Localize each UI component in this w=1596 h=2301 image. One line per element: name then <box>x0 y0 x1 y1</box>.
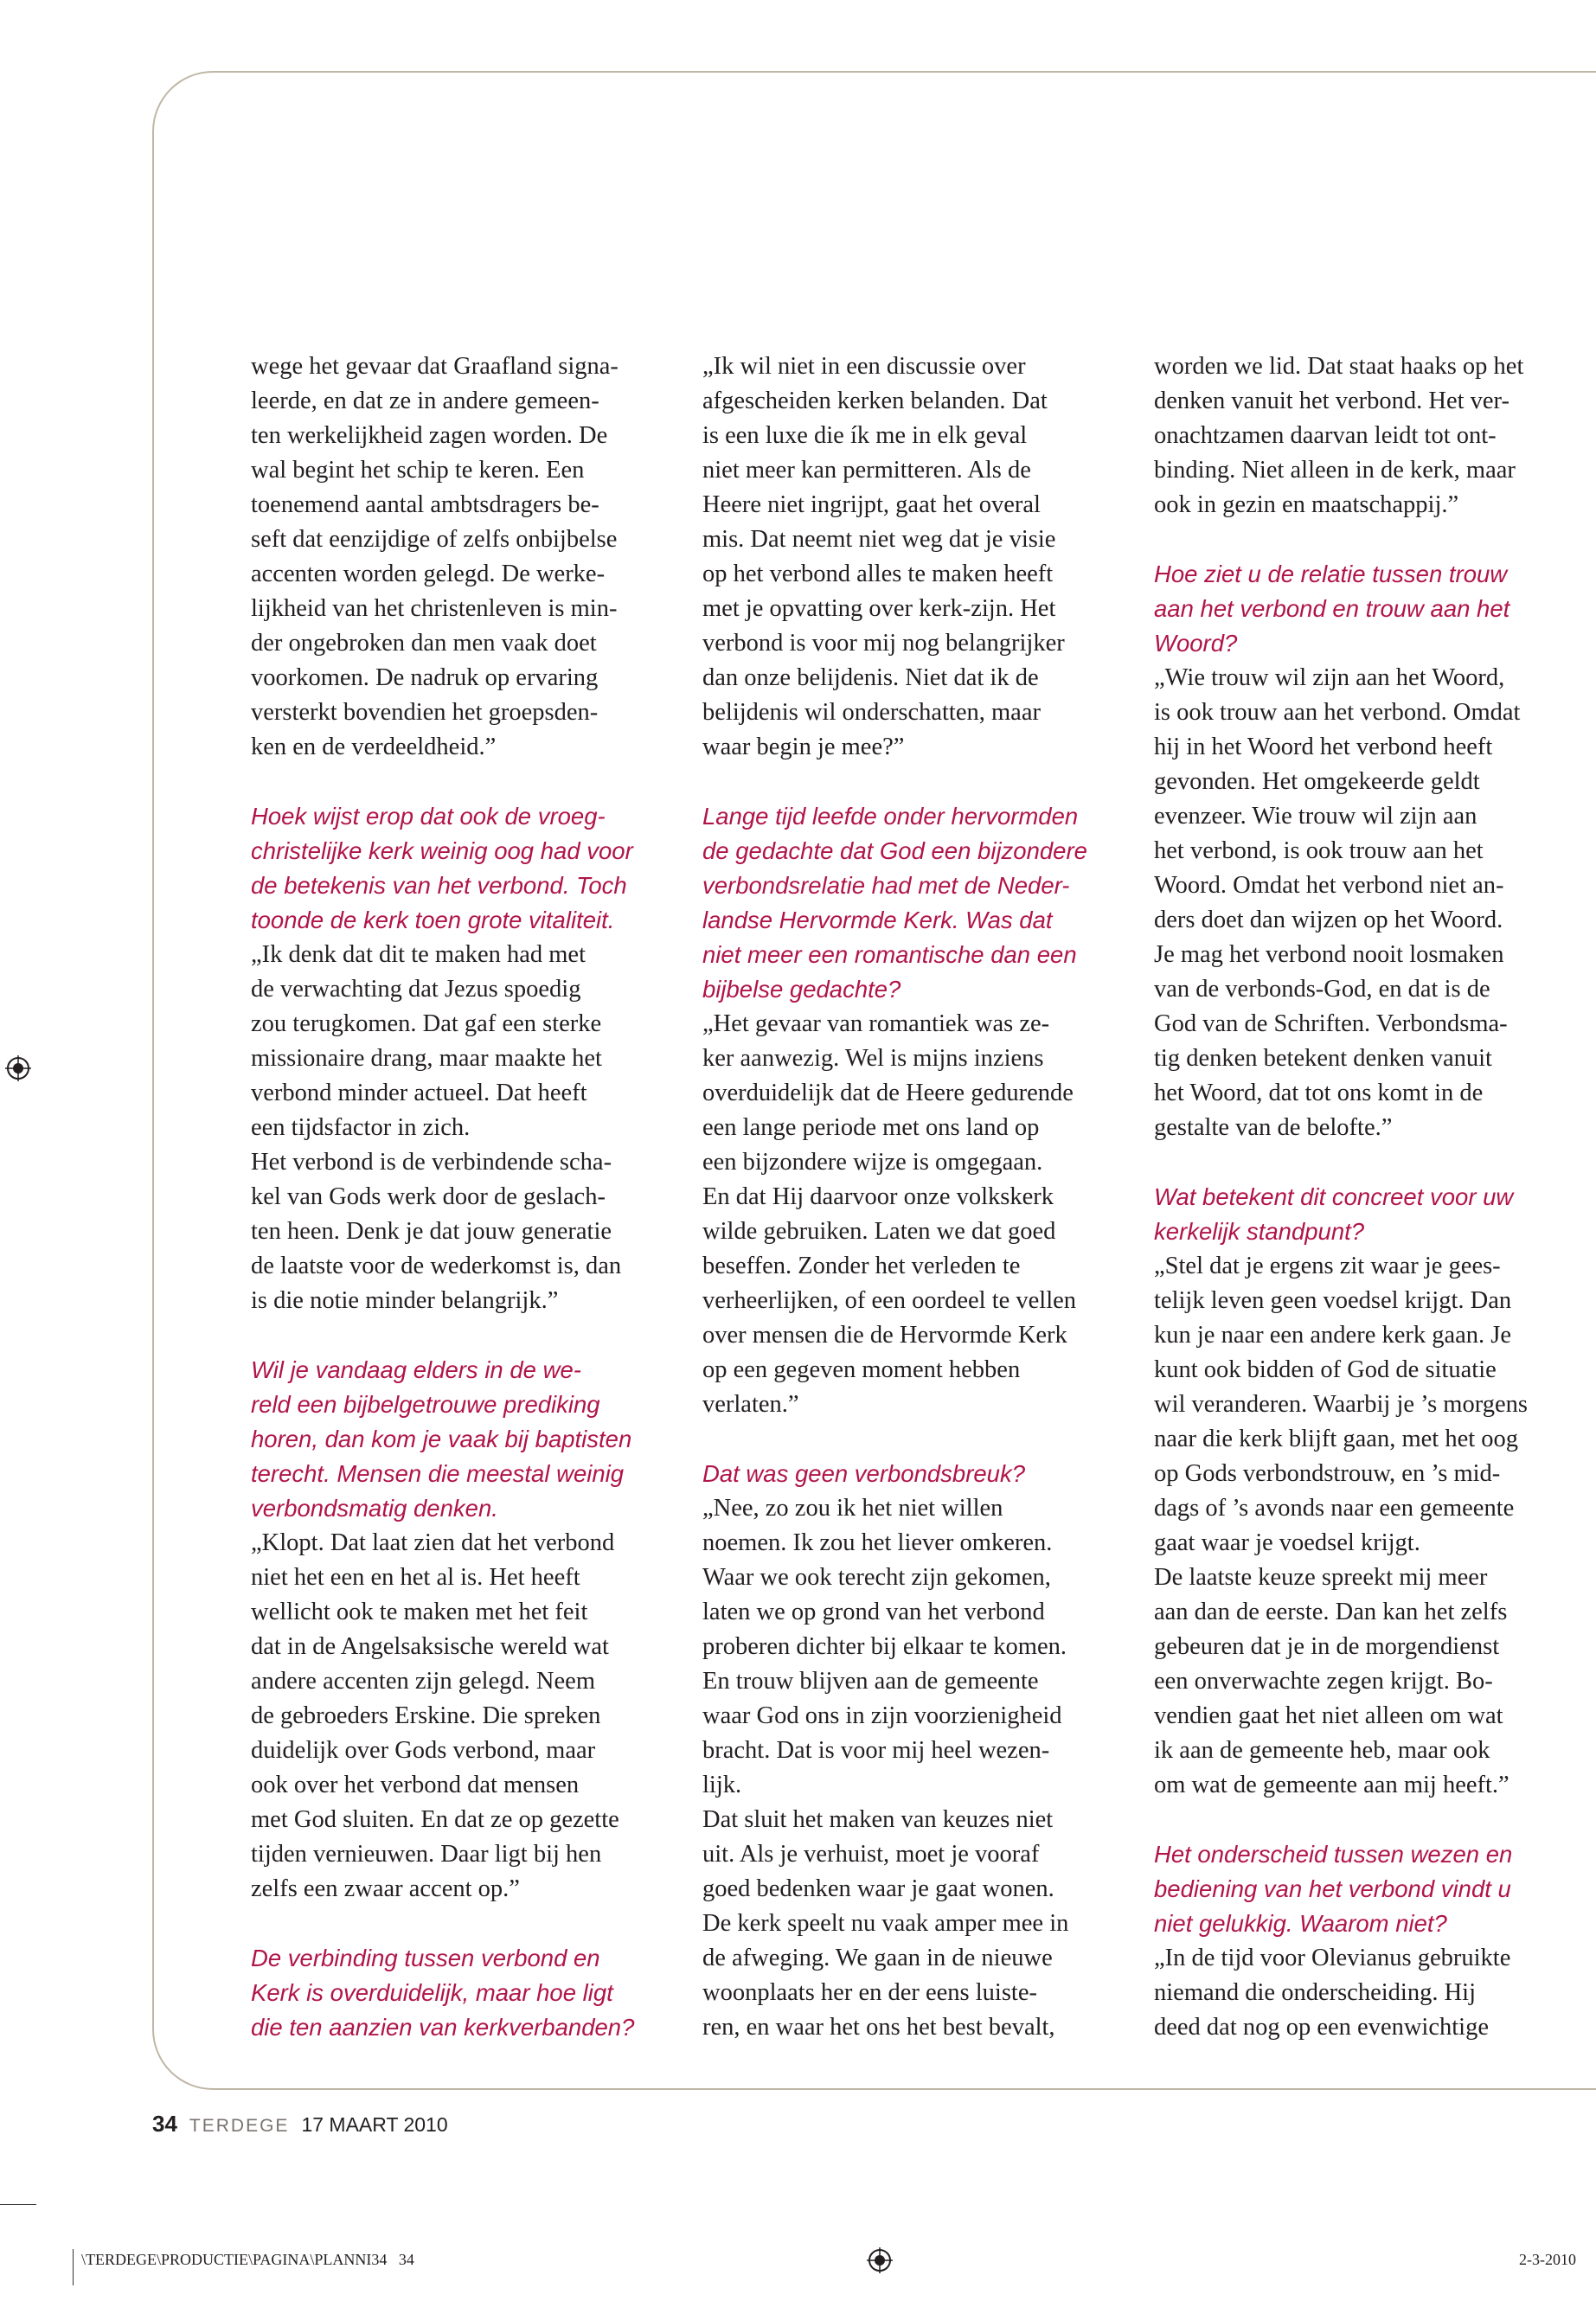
interview-question <box>702 799 1135 1007</box>
text-line: een lange periode met ons land op <box>702 1114 1040 1141</box>
text-line: niet meer kan permitteren. Als de <box>702 457 1031 484</box>
slug-page: 34 <box>398 2251 414 2268</box>
interview-question <box>251 1353 683 1526</box>
slug-print-date: 2-3-2010 <box>1519 2251 1576 2268</box>
text-line: Het onderscheid tussen wezen en <box>1154 1841 1513 1868</box>
text-line: gebeuren dat je in de morgendienst <box>1154 1633 1500 1660</box>
text-line: ten heen. Denk je dat jouw generatie <box>251 1218 612 1245</box>
text-line: een onverwachte zegen krijgt. Bo- <box>1154 1668 1493 1695</box>
interview-question <box>251 1941 683 2045</box>
text-line: „Het gevaar van romantiek was ze- <box>702 1010 1050 1037</box>
text-line: is een luxe die ík me in elk geval <box>702 422 1028 449</box>
text-line: En trouw blijven aan de gemeente <box>702 1668 1039 1695</box>
text-line: is ook trouw aan het verbond. Omdat <box>1154 699 1521 726</box>
magazine-name: TERDEGE <box>189 2116 290 2136</box>
issue-date: 17 MAART 2010 <box>301 2113 448 2136</box>
text-line: op Gods verbondstrouw, en ’s mid- <box>1154 1460 1501 1487</box>
answer-paragraph <box>251 938 683 1318</box>
text-line: bracht. Dat is voor mij heel wezen- <box>702 1737 1050 1764</box>
text-line: wil veranderen. Waarbij je ’s morgens <box>1154 1391 1528 1418</box>
text-line: wal begint het schip te keren. Een <box>251 457 585 484</box>
text-line: op het verbond alles te maken heeft <box>702 561 1054 587</box>
text-line: bijbelse gedachte? <box>702 976 901 1003</box>
text-line: niet het een en het al is. Het heeft <box>251 1564 580 1591</box>
text-line: waar God ons in zijn voorzienigheid <box>702 1702 1062 1729</box>
text-line: van de verbonds-God, en dat is de <box>1154 976 1490 1003</box>
text-line: aan het verbond en trouw aan het <box>1154 595 1510 622</box>
text-line: uit. Als je verhuist, moet je vooraf <box>702 1841 1040 1868</box>
text-line: laten we op grond van het verbond <box>702 1599 1045 1625</box>
page-footer <box>152 2111 448 2140</box>
text-line: evenzeer. Wie trouw wil zijn aan <box>1154 803 1477 830</box>
slug-line <box>81 2251 414 2269</box>
text-line: horen, dan kom je vaak bij baptisten <box>251 1426 632 1452</box>
text-line: tig denken betekent denken vanuit <box>1154 1045 1492 1072</box>
page-number: 34 <box>152 2111 177 2137</box>
text-line: onachtzamen daarvan leidt tot ont- <box>1154 422 1497 449</box>
answer-paragraph <box>251 349 683 765</box>
text-line: noemen. Ik zou het liever omkeren. <box>702 1529 1053 1556</box>
interview-question <box>1154 1837 1586 1941</box>
text-line: gevonden. Het omgekeerde geldt <box>1154 768 1480 795</box>
text-line: landse Hervormde Kerk. Was dat <box>702 907 1053 933</box>
text-line: Het verbond is de verbindende scha- <box>251 1149 612 1176</box>
text-line: verlaten.” <box>702 1391 799 1418</box>
article-column-2 <box>702 349 1135 2045</box>
interview-question <box>251 799 683 938</box>
text-line: kerkelijk standpunt? <box>1154 1218 1365 1245</box>
text-line: waar begin je mee?” <box>702 734 905 760</box>
text-line: „Klopt. Dat laat zien dat het verbond <box>251 1529 615 1556</box>
text-line: wege het gevaar dat Graafland signa- <box>251 353 619 380</box>
answer-paragraph <box>1154 1941 1586 2045</box>
text-line: ren, en waar het ons het best bevalt, <box>702 2014 1055 2041</box>
text-line: gestalte van de belofte.” <box>1154 1114 1393 1141</box>
text-line: andere accenten zijn gelegd. Neem <box>251 1668 595 1695</box>
text-line: Je mag het verbond nooit losmaken <box>1154 941 1504 968</box>
text-line: „Ik wil niet in een discussie over <box>702 353 1026 380</box>
text-line: een tijdsfactor in zich. <box>251 1114 471 1141</box>
interview-question <box>1154 1180 1586 1249</box>
text-line: verbondsmatig denken. <box>251 1495 498 1522</box>
text-line: hij in het Woord het verbond heeft <box>1154 734 1493 760</box>
text-line: De kerk speelt nu vaak amper mee in <box>702 1910 1069 1937</box>
registration-mark-icon <box>867 2247 893 2273</box>
article-column-1 <box>251 349 683 2045</box>
text-line: „In de tijd voor Olevianus gebruikte <box>1154 1945 1511 1971</box>
text-line: de afweging. We gaan in de nieuwe <box>702 1945 1053 1971</box>
text-line: de gedachte dat God een bijzondere <box>702 837 1087 864</box>
text-line: Woord. Omdat het verbond niet an- <box>1154 872 1504 899</box>
text-line: De verbinding tussen verbond en <box>251 1945 600 1971</box>
text-line: de laatste voor de wederkomst is, dan <box>251 1253 622 1279</box>
text-line: Lange tijd leefde onder hervormden <box>702 803 1079 830</box>
text-line: ten werkelijkheid zagen worden. De <box>251 422 608 449</box>
text-line: accenten worden gelegd. De werke- <box>251 561 606 587</box>
text-line: aan dan de eerste. Dan kan het zelfs <box>1154 1599 1508 1625</box>
text-line: God van de Schriften. Verbondsma- <box>1154 1010 1508 1037</box>
text-line: verbond minder actueel. Dat heeft <box>251 1080 587 1106</box>
text-line: voorkomen. De nadruk op ervaring <box>251 664 599 691</box>
text-line: terecht. Mensen die meestal weinig <box>251 1460 625 1487</box>
article-column-3 <box>1154 349 1586 2045</box>
text-line: verheerlijken, of een oordeel te vellen <box>702 1287 1077 1314</box>
text-line: Dat was geen verbondsbreuk? <box>702 1460 1026 1487</box>
text-line: Kerk is overduidelijk, maar hoe ligt <box>251 1979 613 2006</box>
text-line: versterkt bovendien het groepsden- <box>251 699 599 726</box>
text-line: Dat sluit het maken van keuzes niet <box>702 1806 1054 1833</box>
text-line: verbondsrelatie had met de Neder- <box>702 872 1070 899</box>
text-line: naar die kerk blijft gaan, met het oog <box>1154 1426 1519 1452</box>
text-line: telijk leven geen voedsel krijgt. Dan <box>1154 1287 1512 1314</box>
answer-paragraph <box>702 349 1135 765</box>
answer-paragraph <box>702 1491 1135 2045</box>
text-line: de verwachting dat Jezus spoedig <box>251 976 581 1003</box>
text-line: de gebroeders Erskine. Die spreken <box>251 1702 601 1729</box>
text-line: ook over het verbond dat mensen <box>251 1772 580 1798</box>
text-line: afgescheiden kerken belanden. Dat <box>702 388 1048 414</box>
text-line: Hoe ziet u de relatie tussen trouw <box>1154 561 1508 587</box>
text-line: missionaire drang, maar maakte het <box>251 1045 602 1072</box>
text-line: over mensen die de Hervormde Kerk <box>702 1322 1067 1349</box>
text-line: lijkheid van het christenleven is min- <box>251 595 618 622</box>
crop-mark <box>73 2249 74 2285</box>
text-line: Wil je vandaag elders in de we- <box>251 1356 581 1383</box>
interview-question <box>702 1457 1135 1491</box>
text-line: proberen dichter bij elkaar te komen. <box>702 1633 1067 1660</box>
text-line: Hoek wijst erop dat ook de vroeg- <box>251 803 606 830</box>
text-line: Heere niet ingrijpt, gaat het overal <box>702 491 1041 518</box>
text-line: die ten aanzien van kerkverbanden? <box>251 2014 635 2041</box>
text-line: dat in de Angelsaksische wereld wat <box>251 1633 609 1660</box>
text-line: met je opvatting over kerk-zijn. Het <box>702 595 1056 622</box>
text-line: beseffen. Zonder het verleden te <box>702 1253 1021 1279</box>
text-line: christelijke kerk weinig oog had voor <box>251 837 633 864</box>
text-line: worden we lid. Dat staat haaks op het <box>1154 353 1524 380</box>
text-line: gaat waar je voedsel krijgt. <box>1154 1529 1420 1556</box>
text-line: verbond is voor mij nog belangrijker <box>702 630 1065 657</box>
crop-mark <box>0 2204 36 2205</box>
text-line: niemand die onderscheiding. Hij <box>1154 1979 1476 2006</box>
text-line: dan onze belijdenis. Niet dat ik de <box>702 664 1039 691</box>
text-line: is die notie minder belangrijk.” <box>251 1287 559 1314</box>
text-line: tijden vernieuwen. Daar ligt bij hen <box>251 1841 602 1868</box>
text-line: „Wie trouw wil zijn aan het Woord, <box>1154 664 1505 691</box>
text-line: op een gegeven moment hebben <box>702 1356 1021 1383</box>
answer-paragraph <box>1154 661 1586 1145</box>
text-line: duidelijk over Gods verbond, maar <box>251 1737 596 1764</box>
text-line: „Ik denk dat dit te maken had met <box>251 941 586 968</box>
text-line: het Woord, dat tot ons komt in de <box>1154 1080 1484 1106</box>
text-line: met God sluiten. En dat ze op gezette <box>251 1806 619 1833</box>
text-line: belijdenis wil onderschatten, maar <box>702 699 1041 726</box>
text-line: En dat Hij daarvoor onze volkskerk <box>702 1183 1054 1210</box>
text-line: ken en de verdeeldheid.” <box>251 734 497 760</box>
text-line: de betekenis van het verbond. Toch <box>251 872 627 899</box>
text-line: reld een bijbelgetrouwe prediking <box>251 1391 600 1418</box>
text-line: ik aan de gemeente heb, maar ook <box>1154 1737 1490 1764</box>
text-line: ker aanwezig. Wel is mijns inziens <box>702 1045 1044 1072</box>
text-line: bediening van het verbond vindt u <box>1154 1875 1511 1902</box>
text-line: mis. Dat neemt niet weg dat je visie <box>702 526 1056 553</box>
text-line: seft dat eenzijdige of zelfs onbijbelse <box>251 526 618 553</box>
text-line: kel van Gods werk door de geslach- <box>251 1183 606 1210</box>
text-line: Waar we ook terecht zijn gekomen, <box>702 1564 1051 1591</box>
text-line: woonplaats her en der eens luiste- <box>702 1979 1037 2006</box>
text-line: Woord? <box>1154 630 1238 657</box>
text-line: kun je naar een andere kerk gaan. Je <box>1154 1322 1512 1349</box>
text-line: zou terugkomen. Dat gaf een sterke <box>251 1010 602 1037</box>
slug-path: \TERDEGE\PRODUCTIE\PAGINA\PLANNI34 <box>81 2251 388 2268</box>
text-line: „Stel dat je ergens zit waar je gees- <box>1154 1253 1501 1279</box>
text-line: wellicht ook te maken met het feit <box>251 1599 588 1625</box>
text-line: het verbond, is ook trouw aan het <box>1154 837 1484 864</box>
text-line: dags of ’s avonds naar een gemeente <box>1154 1495 1515 1522</box>
answer-paragraph <box>702 1007 1135 1422</box>
text-line: zelfs een zwaar accent op.” <box>251 1875 520 1902</box>
text-line: toenemend aantal ambtsdragers be- <box>251 491 599 518</box>
text-line: Wat betekent dit concreet voor uw <box>1154 1183 1514 1210</box>
registration-mark-icon <box>5 1055 31 1081</box>
text-line: „Nee, zo zou ik het niet willen <box>702 1495 1003 1522</box>
text-line: niet meer een romantische dan een <box>702 941 1077 968</box>
text-line: overduidelijk dat de Heere gedurende <box>702 1080 1074 1106</box>
text-line: niet gelukkig. Waarom niet? <box>1154 1910 1447 1937</box>
answer-paragraph <box>1154 1249 1586 1803</box>
text-line: kunt ook bidden of God de situatie <box>1154 1356 1497 1383</box>
answer-paragraph <box>251 1526 683 1907</box>
text-line: vendien gaat het niet alleen om wat <box>1154 1702 1503 1729</box>
text-line: der ongebroken dan men vaak doet <box>251 630 597 657</box>
text-line: een bijzondere wijze is omgegaan. <box>702 1149 1043 1176</box>
interview-question <box>1154 557 1586 661</box>
text-line: De laatste keuze spreekt mij meer <box>1154 1564 1488 1591</box>
text-line: goed bedenken waar je gaat wonen. <box>702 1875 1054 1902</box>
text-line: wilde gebruiken. Laten we dat goed <box>702 1218 1056 1245</box>
answer-paragraph <box>1154 349 1586 522</box>
text-line: ders doet dan wijzen op het Woord. <box>1154 907 1503 933</box>
text-line: om wat de gemeente aan mij heeft.” <box>1154 1772 1509 1798</box>
text-line: deed dat nog op een evenwichtige <box>1154 2014 1489 2041</box>
text-line: lijk. <box>702 1772 742 1798</box>
text-line: denken vanuit het verbond. Het ver- <box>1154 388 1509 414</box>
text-line: leerde, en dat ze in andere gemeen- <box>251 388 599 414</box>
text-line: toonde de kerk toen grote vitaliteit. <box>251 907 615 933</box>
text-line: binding. Niet alleen in de kerk, maar <box>1154 457 1516 484</box>
text-line: ook in gezin en maatschappij.” <box>1154 491 1459 518</box>
